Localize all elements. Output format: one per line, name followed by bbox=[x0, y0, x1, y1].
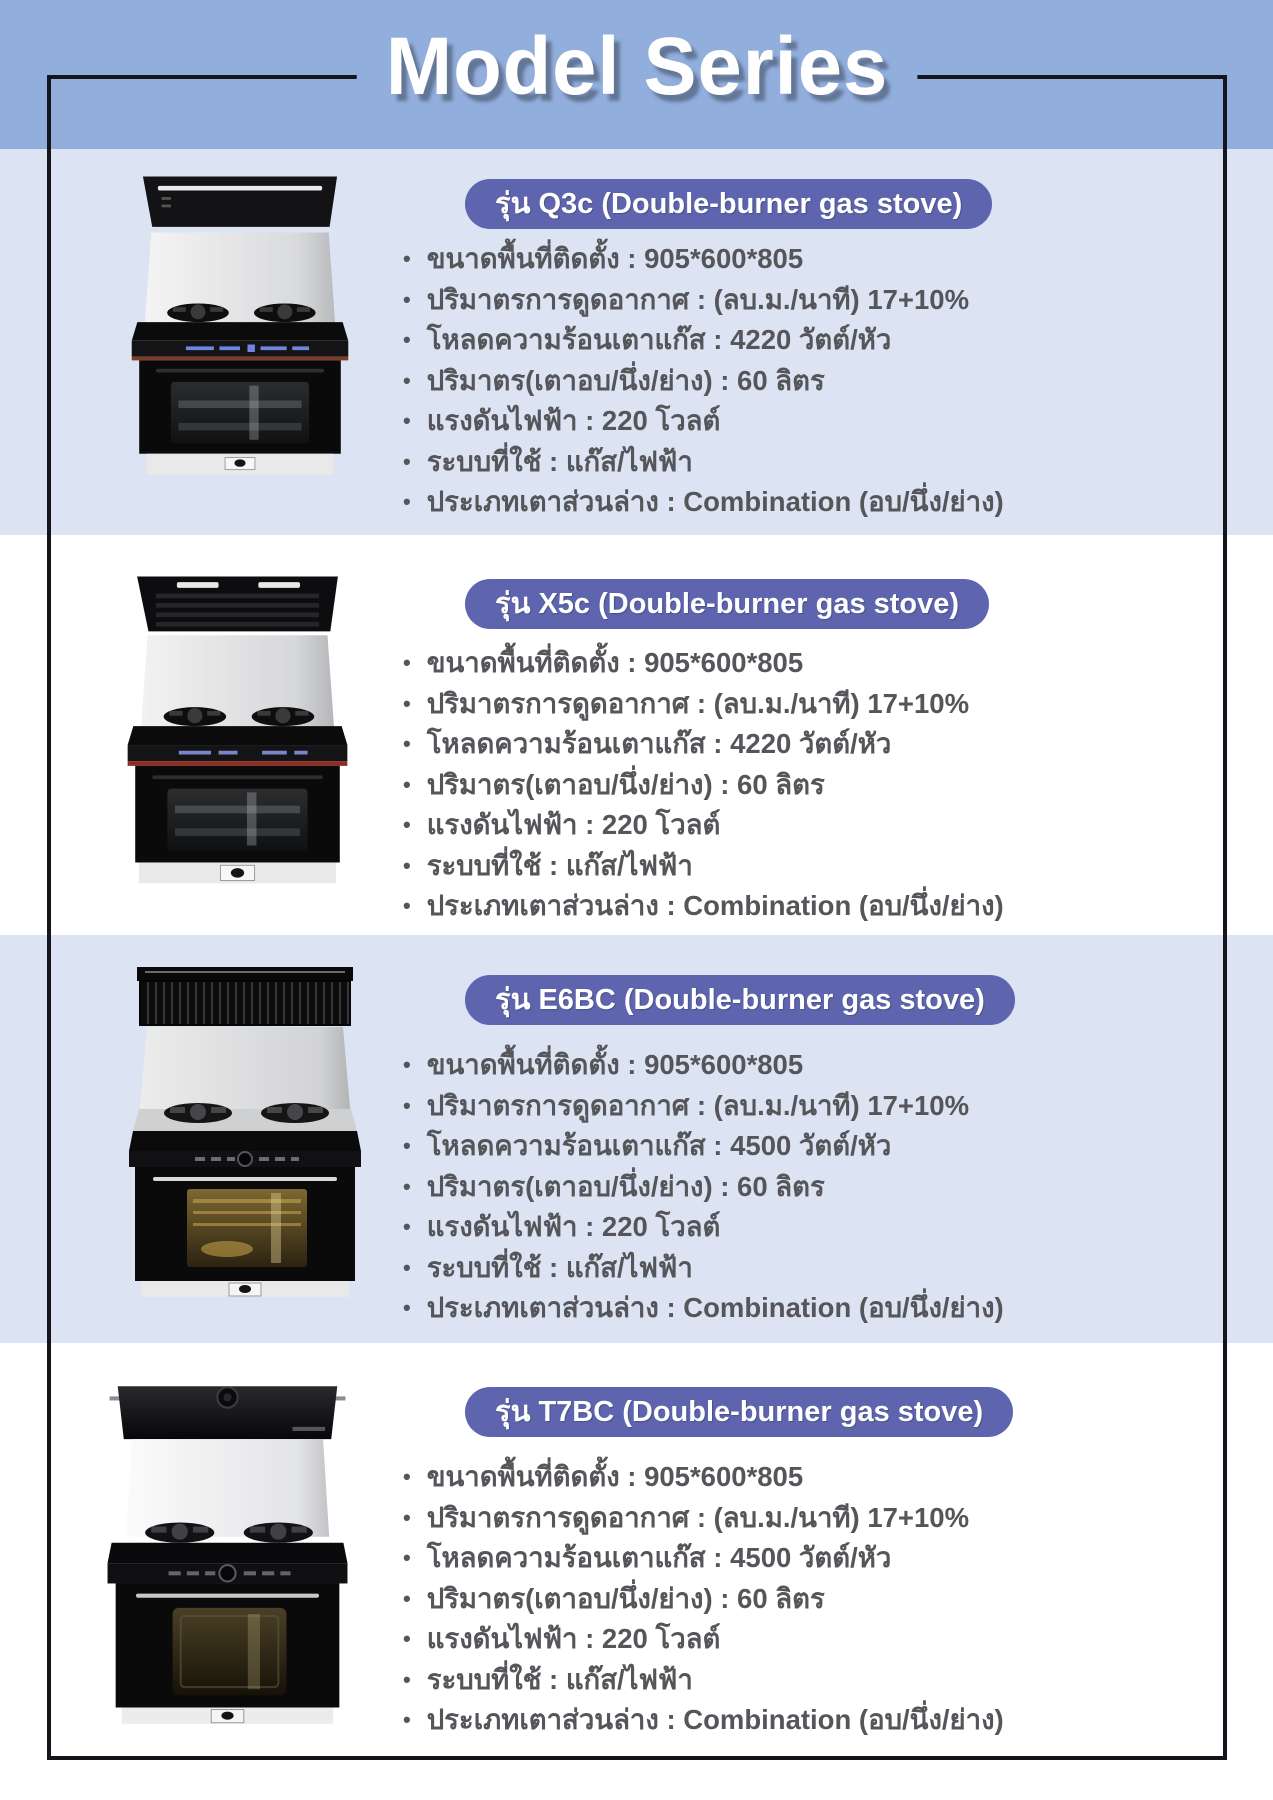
spec-item: • ปริมาตรการดูดอากาศ : (ลบ.ม./นาที) 17+10% bbox=[395, 1092, 1195, 1122]
section-t7bc-content bbox=[395, 1387, 1195, 1747]
model-badge-t7bc: รุ่น T7BC (Double-burner gas stove) bbox=[465, 1387, 1013, 1437]
spec-item: • ปริมาตร(เตาอบ/นึ่ง/ย่าง) : 60 ลิตร bbox=[395, 771, 1195, 801]
spec-item: • ขนาดพื้นที่ติดตั้ง : 905*600*805 bbox=[395, 1051, 1195, 1081]
model-sections bbox=[0, 149, 1273, 1800]
section-x5c bbox=[0, 535, 1273, 935]
spec-item: • ปริมาตรการดูดอากาศ : (ลบ.ม./นาที) 17+10% bbox=[395, 286, 1195, 316]
spec-item: • ปริมาตร(เตาอบ/นึ่ง/ย่าง) : 60 ลิตร bbox=[395, 367, 1195, 397]
stove-illustration-e6bc bbox=[95, 955, 395, 1307]
model-badge-q3c: รุ่น Q3c (Double-burner gas stove) bbox=[465, 179, 992, 229]
spec-item: • ขนาดพื้นที่ติดตั้ง : 905*600*805 bbox=[395, 649, 1195, 679]
spec-list-e6bc bbox=[395, 1051, 1195, 1324]
page-title: Model Series bbox=[356, 8, 917, 126]
spec-item: • ประเภทเตาส่วนล่าง : Combination (อบ/นึ่ง/ย่าง) bbox=[395, 488, 1195, 518]
spec-item: • ปริมาตร(เตาอบ/นึ่ง/ย่าง) : 60 ลิตร bbox=[395, 1585, 1195, 1615]
spec-item: • แรงดันไฟฟ้า : 220 โวลต์ bbox=[395, 407, 1195, 437]
section-q3c bbox=[0, 149, 1273, 535]
spec-item: • ระบบที่ใช้ : แก๊ส/ไฟฟ้า bbox=[395, 1666, 1195, 1696]
stove-illustration-t7bc bbox=[75, 1379, 380, 1731]
spec-item: • ประเภทเตาส่วนล่าง : Combination (อบ/นึ่ง/ย่าง) bbox=[395, 1706, 1195, 1736]
spec-item: • โหลดความร้อนเตาแก๊ส : 4220 วัตต์/หัว bbox=[395, 326, 1195, 356]
spec-item: • โหลดความร้อนเตาแก๊ส : 4220 วัตต์/หัว bbox=[395, 730, 1195, 760]
spec-item: • โหลดความร้อนเตาแก๊ส : 4500 วัตต์/หัว bbox=[395, 1132, 1195, 1162]
section-t7bc bbox=[0, 1343, 1273, 1800]
product-image-t7bc-stove bbox=[75, 1379, 380, 1731]
spec-list-t7bc bbox=[395, 1463, 1195, 1736]
section-e6bc-content bbox=[395, 975, 1195, 1335]
spec-item: • ขนาดพื้นที่ติดตั้ง : 905*600*805 bbox=[395, 245, 1195, 275]
spec-item: • ขนาดพื้นที่ติดตั้ง : 905*600*805 bbox=[395, 1463, 1195, 1493]
spec-item: • โหลดความร้อนเตาแก๊ส : 4500 วัตต์/หัว bbox=[395, 1544, 1195, 1574]
spec-item: • ประเภทเตาส่วนล่าง : Combination (อบ/นึ่ง/ย่าง) bbox=[395, 892, 1195, 922]
model-badge-e6bc: รุ่น E6BC (Double-burner gas stove) bbox=[465, 975, 1015, 1025]
stove-illustration-q3c bbox=[100, 165, 380, 483]
spec-list-x5c bbox=[395, 649, 1195, 922]
section-x5c-content bbox=[395, 579, 1195, 933]
spec-list-q3c bbox=[395, 245, 1195, 518]
section-q3c-content bbox=[395, 179, 1195, 529]
spec-item: • แรงดันไฟฟ้า : 220 โวลต์ bbox=[395, 1625, 1195, 1655]
spec-item: • ประเภทเตาส่วนล่าง : Combination (อบ/นึ่ง/ย่าง) bbox=[395, 1294, 1195, 1324]
model-badge-x5c: รุ่น X5c (Double-burner gas stove) bbox=[465, 579, 989, 629]
stove-illustration-x5c bbox=[95, 567, 380, 889]
spec-item: • ระบบที่ใช้ : แก๊ส/ไฟฟ้า bbox=[395, 1254, 1195, 1284]
product-image-e6bc-stove bbox=[95, 955, 395, 1307]
spec-item: • ระบบที่ใช้ : แก๊ส/ไฟฟ้า bbox=[395, 852, 1195, 882]
spec-item: • แรงดันไฟฟ้า : 220 โวลต์ bbox=[395, 1213, 1195, 1243]
spec-item: • ปริมาตรการดูดอากาศ : (ลบ.ม./นาที) 17+10% bbox=[395, 690, 1195, 720]
spec-item: • แรงดันไฟฟ้า : 220 โวลต์ bbox=[395, 811, 1195, 841]
product-image-x5c-stove bbox=[95, 567, 380, 889]
spec-item: • ปริมาตร(เตาอบ/นึ่ง/ย่าง) : 60 ลิตร bbox=[395, 1173, 1195, 1203]
product-image-q3c-stove bbox=[100, 165, 380, 483]
section-e6bc bbox=[0, 935, 1273, 1343]
spec-item: • ระบบที่ใช้ : แก๊ส/ไฟฟ้า bbox=[395, 448, 1195, 478]
spec-item: • ปริมาตรการดูดอากาศ : (ลบ.ม./นาที) 17+10% bbox=[395, 1504, 1195, 1534]
